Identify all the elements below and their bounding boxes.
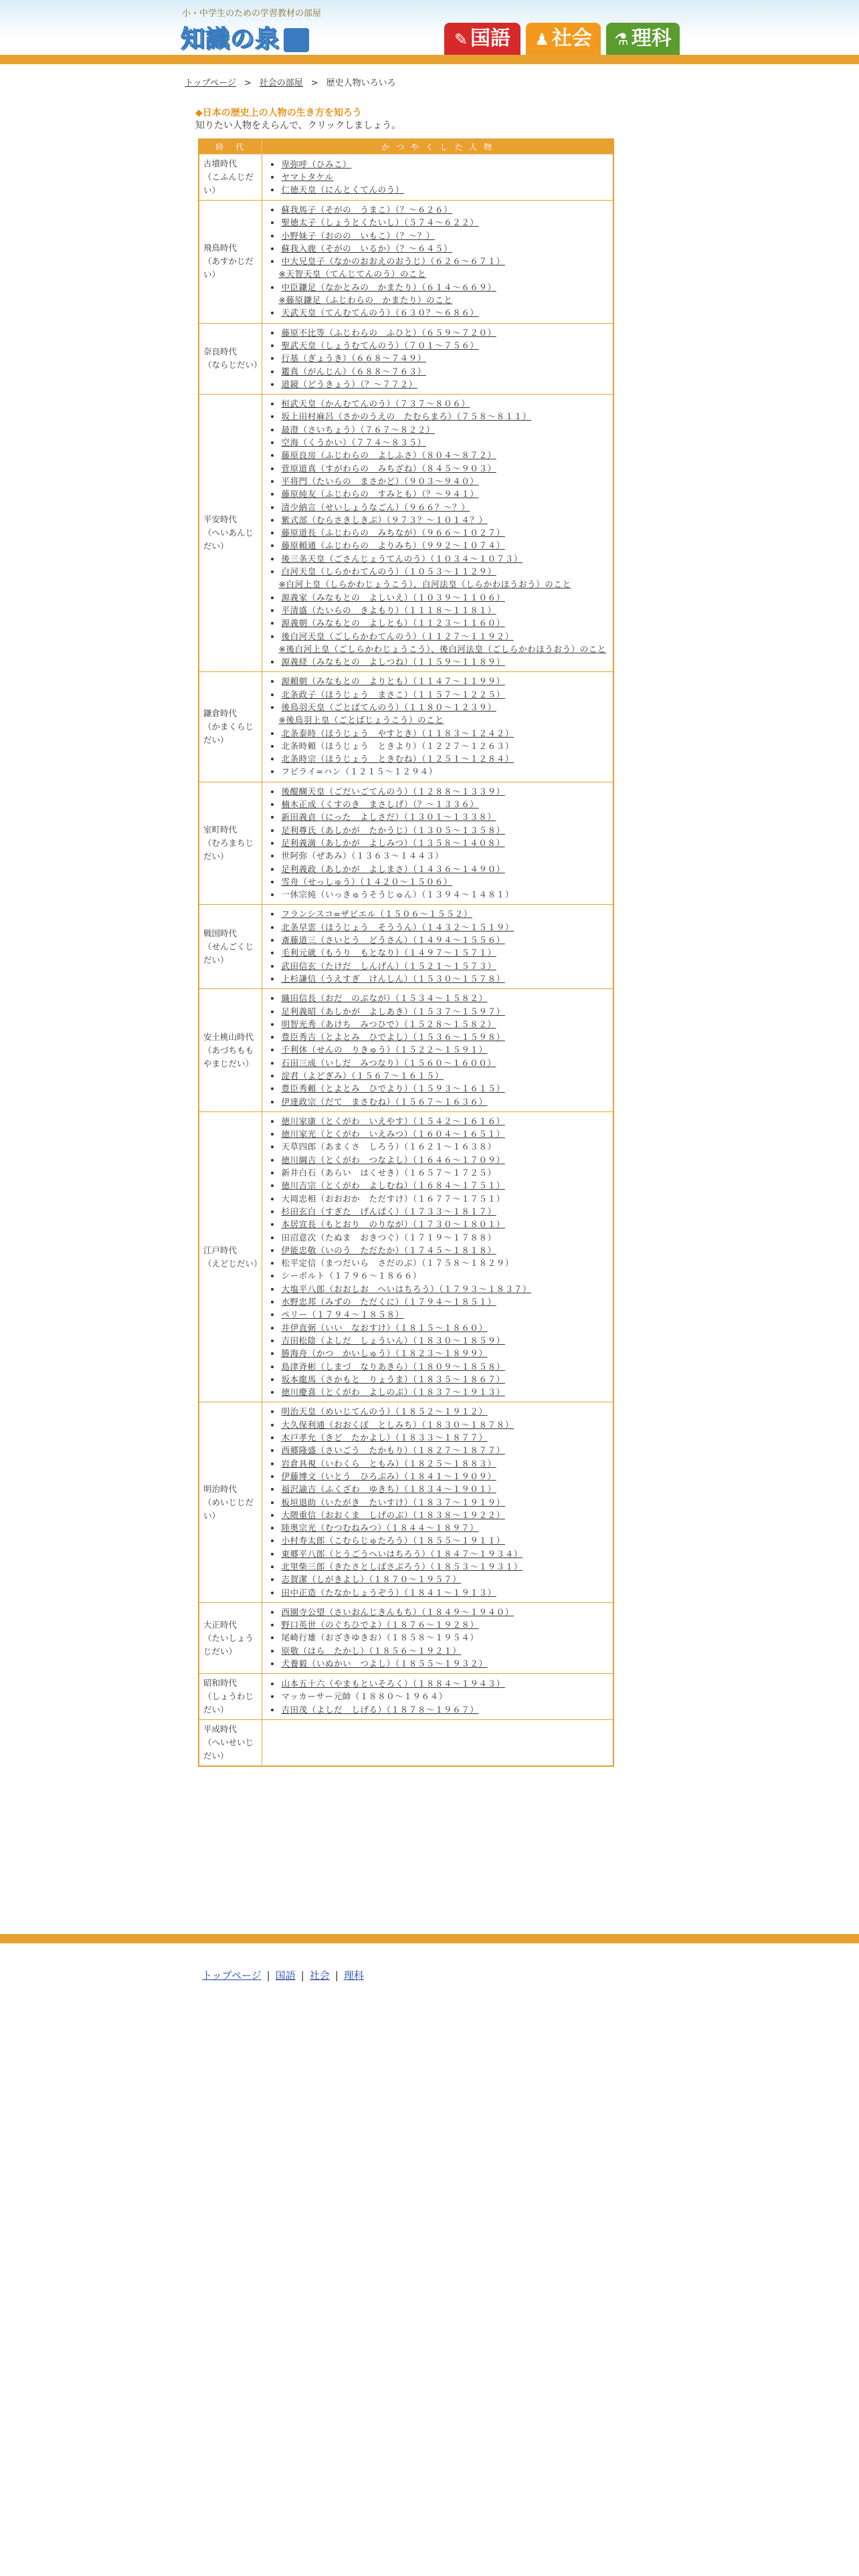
person-link[interactable]: • 紫式部（むらさきしきぶ）（９７３？〜１０１４？） bbox=[281, 514, 606, 526]
people-list bbox=[272, 785, 606, 901]
era-name: 古墳時代 bbox=[203, 158, 237, 169]
person-link[interactable]: • 後三条天皇（ごさんじょうてんのう）（１０３４〜１０７３） bbox=[281, 552, 606, 565]
era-name: 鎌倉時代 bbox=[203, 708, 237, 719]
tab-rika-label: 理科 bbox=[631, 27, 672, 50]
person-link[interactable]: • 源義経（みなもとの よしつね）（１１５９〜１１８９） bbox=[281, 655, 606, 668]
person-link[interactable]: • 鑑真（がんじん）（６８８〜７６３） bbox=[281, 365, 606, 378]
tab-kokugo[interactable] bbox=[444, 23, 520, 55]
people-cell bbox=[262, 1111, 613, 1402]
person-link[interactable]: • 島津斉彬（しまづ なりあきら）（１８０９〜１８５８） bbox=[281, 1360, 606, 1373]
person-link[interactable]: • 坂上田村麻呂（さかのうえの たむらまろ）（７５８〜８１１） bbox=[281, 410, 606, 423]
pencil-icon: ✎ bbox=[454, 30, 468, 49]
era-reading: （かまくらじだい） bbox=[203, 722, 254, 746]
era-reading: （あづちももやまじだい） bbox=[203, 1045, 254, 1069]
era-cell bbox=[199, 1674, 262, 1720]
era-cell bbox=[199, 1111, 262, 1402]
person-link[interactable]: • 足利尊氏（あしかが たかうじ）（１３０５〜１３５８） bbox=[281, 824, 606, 837]
person-link[interactable]: • 上杉謙信（うえすぎ けんしん）（１５３０〜１５７８） bbox=[281, 972, 606, 985]
person-link[interactable]: • 石田三成（いしだ みつなり）（１５６０〜１６００） bbox=[281, 1057, 606, 1069]
person-link[interactable]: • 源義朝（みなもとの よしとも）（１１２３〜１１６０） bbox=[281, 617, 606, 629]
person-link[interactable]: • 後鳥羽天皇（ごとばてんのう）（１１８０〜１２３９） bbox=[281, 701, 606, 714]
person-link[interactable]: • 明治天皇（めいじてんのう）（１８５２〜１９１２） bbox=[281, 1405, 606, 1418]
table-row bbox=[199, 1674, 613, 1720]
era-reading: （ならじだい） bbox=[203, 360, 262, 370]
logo-mark-icon bbox=[284, 28, 309, 52]
era-reading: （へいせいじだい） bbox=[203, 1737, 254, 1761]
table-row bbox=[199, 1602, 613, 1673]
person-name: • 大岡忠相（おおおか ただすけ）（１６７７〜１７５１） bbox=[281, 1192, 606, 1205]
person-link[interactable]: • 伊達政宗（だて まさむね）（１５６７〜１６３６） bbox=[281, 1095, 606, 1108]
person-link[interactable]: • 徳川家康（とくがわ いえやす）（１５４２〜１６１６） bbox=[281, 1115, 606, 1128]
person-link[interactable]: • 杉田玄白（すぎた げんぱく）（１７３３〜１８１７） bbox=[281, 1205, 606, 1218]
site-tagline: 小・中学生のための学習教材の部屋 bbox=[182, 9, 322, 19]
footer-separator: | bbox=[266, 1969, 270, 1981]
person-link[interactable]: • ヤマトタケル bbox=[281, 171, 606, 183]
era-name: 江戸時代 bbox=[203, 1245, 237, 1255]
person-link[interactable]: • 淀君（よどぎみ）（１５６７〜１６１５） bbox=[281, 1069, 606, 1082]
person-link[interactable]: • 千利休（せんの りきゅう）（１５２２〜１５９１） bbox=[281, 1043, 606, 1056]
people-cell bbox=[262, 201, 613, 324]
person-link[interactable]: • 道鏡（どうきょう）（？〜７７２） bbox=[281, 378, 606, 391]
tab-rika[interactable] bbox=[606, 23, 680, 55]
footer-separator: | bbox=[335, 1969, 339, 1981]
site-logo[interactable] bbox=[181, 20, 309, 54]
person-note[interactable]: ※藤原鎌足（ふじわらの かまたり）のこと bbox=[278, 295, 453, 306]
person-link[interactable]: • 空海（くうかい）（７７４〜８３５） bbox=[281, 436, 606, 449]
person-link[interactable]: • 西園寺公望（さいおんじきんもち）（１８４９〜１９４０） bbox=[281, 1606, 606, 1618]
person-name: • 北条時頼（ほうじょう ときより）（１２２７〜１２６３） bbox=[281, 740, 606, 752]
breadcrumb-separator: > bbox=[244, 78, 252, 88]
person-name: • 新井白石（あらい はくせき）（１６５７〜１７２５） bbox=[281, 1166, 606, 1179]
person-link[interactable]: • 行基（ぎょうき）（６６８〜７４９） bbox=[281, 352, 606, 364]
person-link[interactable]: • 後醍醐天皇（ごだいごてんのう）（１２８８〜１３３９） bbox=[281, 785, 606, 798]
person-name: • 松平定信（まつだいら さだのぶ）（１７５８〜１８２９） bbox=[281, 1257, 606, 1269]
person-link[interactable]: • 陸奥宗光（むつむねみつ）（１８４４〜１８９７） bbox=[281, 1521, 606, 1534]
person-link[interactable]: • 織田信長（おだ のぶなが）（１５３４〜１５８２） bbox=[281, 992, 606, 1004]
person-link[interactable]: • 源頼朝（みなもとの よりとも）（１１４７〜１１９９） bbox=[281, 675, 606, 687]
person-link[interactable]: • 清少納言（せいしょうなごん）（９６６？〜？） bbox=[281, 501, 606, 514]
person-link[interactable]: • 斎藤道三（さいとう どうさん）（１４９４〜１５５６） bbox=[281, 934, 606, 946]
era-cell bbox=[199, 1402, 262, 1602]
table-row bbox=[199, 201, 613, 324]
person-link[interactable]: • 坂本龍馬（さかもと りょうま）（１８３５〜１８６７） bbox=[281, 1373, 606, 1386]
breadcrumb-current: 歴史人物いろいろ bbox=[326, 78, 396, 88]
person-link[interactable]: • フランシスコ=ザビエル（１５０６〜１５５２） bbox=[281, 907, 606, 920]
person-link[interactable]: • 聖徳太子（しょうとくたいし）（５７４〜６２２） bbox=[281, 216, 606, 229]
person-link[interactable]: • 岩倉具視（いわくら ともみ）（１８２５〜１８８３） bbox=[281, 1457, 606, 1470]
person-note[interactable]: ※白河上皇（しらかわじょうこう）、白河法皇（しらかわほうおう）のこと bbox=[278, 579, 571, 590]
table-body bbox=[199, 154, 613, 1767]
footer-divider-bar bbox=[0, 1934, 859, 1943]
person-link[interactable]: • 水野忠邦（みずの ただくに）（１７９４〜１８５１） bbox=[281, 1295, 606, 1308]
people-cell bbox=[262, 323, 613, 394]
person-link[interactable]: • 北里柴三郎（きたさとしばさぶろう）（１８５３〜１９３１） bbox=[281, 1560, 606, 1573]
footer-link-shakai[interactable]: 社会 bbox=[309, 1969, 330, 1981]
person-link[interactable]: • 桓武天皇（かんむてんのう）（７３７〜８０６） bbox=[281, 397, 606, 410]
era-cell bbox=[199, 323, 262, 394]
person-link[interactable]: • 吉田松陰（よしだ しょういん）（１８３０〜１８５９） bbox=[281, 1334, 606, 1347]
era-name: 明治時代 bbox=[203, 1483, 237, 1494]
era-reading: （むろまちじだい） bbox=[203, 838, 254, 862]
footer-separator: | bbox=[300, 1969, 304, 1981]
person-name: • 天草四郎（あまくさ しろう）（１６２１〜１６３８） bbox=[281, 1140, 606, 1153]
person-link[interactable]: • 明智光秀（あけち みつひで）（１５２８〜１５８２） bbox=[281, 1018, 606, 1031]
people-cell bbox=[262, 989, 613, 1112]
people-list bbox=[272, 203, 606, 320]
people-cell bbox=[262, 1720, 613, 1767]
person-link[interactable]: • 伊藤博文（いとう ひろぶみ）（１８４１〜１９０９） bbox=[281, 1470, 606, 1483]
site-header bbox=[0, 0, 859, 55]
person-link[interactable]: • 藤原不比等（ふじわらの ふひと）（６５９〜７２０） bbox=[281, 326, 606, 339]
era-name: 平成時代 bbox=[203, 1724, 237, 1735]
era-cell bbox=[199, 782, 262, 905]
person-link[interactable]: • 勝海舟（かつ かいしゅう）（１８２３〜１８９９） bbox=[281, 1347, 606, 1360]
people-cell bbox=[262, 782, 613, 905]
people-list bbox=[272, 397, 606, 668]
tab-shakai-label: 社会 bbox=[551, 27, 592, 50]
era-reading: （たいしょうじだい） bbox=[203, 1632, 254, 1656]
person-link[interactable]: • 蘇我入鹿（そがの いるか）（？〜６４５） bbox=[281, 242, 606, 255]
era-name: 奈良時代 bbox=[203, 346, 237, 357]
people-list bbox=[272, 1606, 606, 1670]
people-cell bbox=[262, 672, 613, 782]
era-name: 大正時代 bbox=[203, 1619, 237, 1630]
era-name: 昭和時代 bbox=[203, 1678, 237, 1689]
person-link[interactable]: • 源義家（みなもとの よしいえ）（１０３９〜１１０６） bbox=[281, 591, 606, 604]
era-cell bbox=[199, 1720, 262, 1767]
person-name: • マッカーサー元帥（１８８０〜１９６４） bbox=[281, 1690, 606, 1703]
people-table bbox=[198, 138, 614, 1767]
person-link[interactable]: • 伊能忠敬（いのう ただたか）（１７４５〜１８１８） bbox=[281, 1244, 606, 1257]
person-link[interactable]: • 武田信玄（たけだ しんげん）（１５２１〜１５７３） bbox=[281, 960, 606, 972]
person-link[interactable]: • 大塩平八郎（おおしお へいはちろう）（１７９３〜１８３７） bbox=[281, 1283, 606, 1295]
person-link[interactable]: • 菅原道真（すがわらの みちざね）（８４５〜９０３） bbox=[281, 462, 606, 475]
people-column-header: か つ や く し た 人 物 bbox=[262, 139, 613, 154]
person-link[interactable]: • 雪舟（せっしゅう）（１４２０〜１５０６） bbox=[281, 875, 606, 888]
table-header-row bbox=[199, 139, 613, 154]
table-row bbox=[199, 154, 613, 201]
person-link[interactable]: • 野口英世（のぐちひでよ）（１８７６〜１９２８） bbox=[281, 1618, 606, 1631]
person-link[interactable]: • 北条泰時（ほうじょう やすとき）（１１８３〜１２４２） bbox=[281, 727, 606, 740]
person-link[interactable]: • 板垣退助（いたがき たいすけ）（１８３７〜１９１９） bbox=[281, 1496, 606, 1509]
era-cell bbox=[199, 672, 262, 782]
person-note[interactable]: ※後鳥羽上皇（ごとばじょうこう）のこと bbox=[278, 715, 444, 726]
person-link[interactable]: • 卑弥呼（ひみこ） bbox=[281, 158, 606, 171]
person-name: • 田沼意次（たぬま おきつぐ）（１７１９〜１７８８） bbox=[281, 1231, 606, 1244]
person-link[interactable]: • 藤原頼通（ふじわらの よりみち）（９９２〜１０７４） bbox=[281, 539, 606, 552]
person-link[interactable]: • 足利義満（あしかが よしみつ）（１３５８〜１４０８） bbox=[281, 837, 606, 849]
person-name: • フビライ=ハン（１２１５〜１２９４） bbox=[281, 765, 606, 778]
people-cell bbox=[262, 1402, 613, 1602]
table-row bbox=[199, 672, 613, 782]
person-link[interactable]: • 楠木正成（くすのき まさしげ）（？〜１３３６） bbox=[281, 798, 606, 811]
person-link[interactable]: • 東郷平八郎（とうごうへいはちろう）（１８４７〜１９３４） bbox=[281, 1547, 606, 1560]
breadcrumb bbox=[185, 76, 396, 88]
person-link[interactable]: • 平清盛（たいらの きよもり）（１１１８〜１１８１） bbox=[281, 604, 606, 617]
person-name: • 世阿弥（ぜあみ）（１３６３〜１４４３） bbox=[281, 849, 606, 862]
person-link[interactable]: • 最澄（さいちょう）（７６７〜８２２） bbox=[281, 423, 606, 436]
footer-link-top[interactable]: トップページ bbox=[202, 1969, 262, 1981]
era-cell bbox=[199, 905, 262, 989]
person-link[interactable]: • 足利義昭（あしかが よしあき）（１５３７〜１５９７） bbox=[281, 1005, 606, 1018]
person-link[interactable]: • 徳川家光（とくがわ いえみつ）（１６０４〜１６５１） bbox=[281, 1128, 606, 1140]
people-list bbox=[272, 907, 606, 985]
era-cell bbox=[199, 154, 262, 201]
person-link[interactable]: • 大隈重信（おおくま しげのぶ）（１８３８〜１９２２） bbox=[281, 1509, 606, 1521]
person-name: • シーボルト（１７９６〜１８６６） bbox=[281, 1269, 606, 1282]
era-column-header: 時 代 bbox=[199, 139, 262, 154]
person-link[interactable]: • 徳川慶喜（とくがわ よしのぶ）（１８３７〜１９１３） bbox=[281, 1386, 606, 1398]
person-link[interactable]: • 木戸孝允（きど たかよし）（１８３３〜１８７７） bbox=[281, 1431, 606, 1444]
person-link[interactable]: • 北条時宗（ほうじょう ときむね）（１２５１〜１２８４） bbox=[281, 752, 606, 765]
breadcrumb-top-link[interactable]: トップページ bbox=[185, 78, 236, 88]
era-reading: （しょうわじだい） bbox=[203, 1691, 254, 1715]
person-link[interactable]: • 藤原良房（ふじわらの よしふさ）（８０４〜８７２） bbox=[281, 449, 606, 461]
person-note[interactable]: ※後白河上皇（ごしらかわじょうこう）、後白河法皇（ごしらかわほうおう）のこと bbox=[278, 643, 606, 654]
era-reading: （へいあんじだい） bbox=[203, 528, 254, 552]
person-link[interactable]: • 犬養毅（いぬかい つよし）（１８５５〜１９３２） bbox=[281, 1657, 606, 1670]
header-divider-bar bbox=[0, 55, 859, 64]
person-link[interactable]: • 蘇我馬子（そがの うまこ）（？〜６２６） bbox=[281, 203, 606, 216]
person-link[interactable]: • 藤原純友（ふじわらの すみとも）（？〜９４１） bbox=[281, 488, 606, 500]
person-link[interactable]: • ペリー（１７９４〜１８５８） bbox=[281, 1308, 606, 1321]
table-row bbox=[199, 782, 613, 905]
people-list bbox=[272, 675, 606, 778]
people-cell bbox=[262, 395, 613, 672]
era-name: 安土桃山時代 bbox=[203, 1031, 254, 1042]
era-cell bbox=[199, 395, 262, 672]
person-link[interactable]: • 田中正造（たなかしょうぞう）（１８４１〜１９１３） bbox=[281, 1586, 606, 1599]
table-row bbox=[199, 905, 613, 989]
era-name: 飛鳥時代 bbox=[203, 243, 237, 253]
table-row bbox=[199, 1111, 613, 1402]
person-link[interactable]: • 山本五十六（やまもといそろく）（１８８４〜１９４３） bbox=[281, 1677, 606, 1690]
person-name: • 一休宗純（いっきゅうそうじゅん）（１３９４〜１４８１） bbox=[281, 888, 606, 901]
people-cell bbox=[262, 154, 613, 201]
breadcrumb-shakai-link[interactable]: 社会の部屋 bbox=[259, 78, 303, 88]
breadcrumb-separator: > bbox=[310, 78, 318, 88]
microscope-icon: ⚗ bbox=[614, 30, 629, 49]
era-reading: （こふんじだい） bbox=[203, 172, 254, 195]
people-list bbox=[272, 1405, 606, 1598]
person-link[interactable]: • 毛利元就（もうり もとなり）（１４９７〜１５７１） bbox=[281, 946, 606, 959]
person-link[interactable]: • 白河天皇（しらかわてんのう）（１０５３〜１１２９） bbox=[281, 565, 606, 578]
person-link[interactable]: • 原敬（はら たかし）（１８５６〜１９２１） bbox=[281, 1644, 606, 1657]
people-list bbox=[272, 992, 606, 1108]
people-cell bbox=[262, 905, 613, 989]
people-cell bbox=[262, 1602, 613, 1673]
person-link[interactable]: • 本居宣長（もとおり のりなが）（１７３０〜１８０１） bbox=[281, 1218, 606, 1230]
person-link[interactable]: • 後白河天皇（ごしらかわてんのう）（１１２７〜１１９２） bbox=[281, 630, 606, 643]
person-link[interactable]: • 豊臣秀吉（とよとみ ひでよし）（１５３６〜１５９８） bbox=[281, 1031, 606, 1043]
era-reading: （あすかじだい） bbox=[203, 256, 254, 280]
era-reading: （えどじだい） bbox=[203, 1258, 262, 1269]
people-list bbox=[272, 158, 606, 197]
person-link[interactable]: • 小村寿太郎（こむらじゅたろう）（１８５５〜１９１１） bbox=[281, 1534, 606, 1547]
tab-shakai[interactable] bbox=[526, 23, 601, 55]
person-link[interactable]: • 志賀潔（しがきよし）（１８７０〜１９５７） bbox=[281, 1573, 606, 1586]
person-link[interactable]: • 吉田茂（よしだ しげる）（１８７８〜１９６７） bbox=[281, 1703, 606, 1716]
person-link[interactable]: • 北条政子（ほうじょう まさこ）（１１５７〜１２２５） bbox=[281, 688, 606, 701]
tab-kokugo-label: 国語 bbox=[470, 27, 511, 50]
person-link[interactable]: • 大久保利通（おおくぼ としみち）（１８３０〜１８７８） bbox=[281, 1418, 606, 1431]
page-heading: ◆日本の歴史上の人物の生き方を知ろう bbox=[195, 108, 362, 118]
people-list bbox=[272, 326, 606, 391]
person-link[interactable]: • 平将門（たいらの まさかど）（９０３〜９４０） bbox=[281, 475, 606, 488]
footer-link-kokugo[interactable]: 国語 bbox=[275, 1969, 296, 1981]
person-link[interactable]: • 藤原道長（ふじわらの みちなが）（９６６〜１０２７） bbox=[281, 526, 606, 539]
person-link[interactable]: • 天武天皇（てんむてんのう）（６３０？〜６８６） bbox=[281, 306, 606, 319]
person-note[interactable]: ※天智天皇（てんじてんのう）のこと bbox=[278, 269, 427, 280]
table-row bbox=[199, 1402, 613, 1602]
person-link[interactable]: • 足利義政（あしかが よしまさ）（１４３６〜１４９０） bbox=[281, 863, 606, 875]
table-row bbox=[199, 323, 613, 394]
person-link[interactable]: • 仁徳天皇（にんとくてんのう） bbox=[281, 183, 606, 196]
era-cell bbox=[199, 1602, 262, 1673]
person-link[interactable]: • 小野妹子（おのの いもこ）（？〜？） bbox=[281, 229, 606, 242]
person-link[interactable]: • 新田義貞（にった よしさだ）（１３０１〜１３３８） bbox=[281, 811, 606, 823]
person-icon: ♟ bbox=[535, 30, 549, 49]
table-row bbox=[199, 989, 613, 1112]
table-row bbox=[199, 395, 613, 672]
people-list bbox=[272, 1115, 606, 1399]
era-reading: （めいじじだい） bbox=[203, 1497, 254, 1521]
era-name: 室町時代 bbox=[203, 825, 237, 835]
era-cell bbox=[199, 989, 262, 1112]
page-intro: 知りたい人物をえらんで、クリックしましょう。 bbox=[195, 120, 401, 131]
table-row bbox=[199, 1720, 613, 1767]
person-link[interactable]: • 徳川吉宗（とくがわ よしむね）（１６８４〜１７５１） bbox=[281, 1179, 606, 1192]
era-reading: （せんごくじだい） bbox=[203, 941, 254, 965]
person-link[interactable]: • 徳川綱吉（とくがわ つなよし）（１６４６〜１７０９） bbox=[281, 1154, 606, 1166]
person-link[interactable]: • 中臣鎌足（なかとみの かまたり）（６１４〜６６９） bbox=[281, 281, 606, 294]
person-link[interactable]: • 中大兄皇子（なかのおおえのおうじ）（６２６〜６７１） bbox=[281, 255, 606, 267]
person-link[interactable]: • 西郷隆盛（さいごう たかもり）（１８２７〜１８７７） bbox=[281, 1444, 606, 1457]
person-link[interactable]: • 井伊直弼（いい なおすけ）（１８１５〜１８６０） bbox=[281, 1321, 606, 1334]
era-cell bbox=[199, 201, 262, 324]
footer-link-rika[interactable]: 理科 bbox=[343, 1969, 364, 1981]
era-name: 平安時代 bbox=[203, 514, 237, 525]
person-name: • 尾崎行雄（おざきゆきお）（１８５８〜１９５４） bbox=[281, 1631, 606, 1644]
people-cell bbox=[262, 1674, 613, 1720]
people-list bbox=[272, 1677, 606, 1716]
person-link[interactable]: • 豊臣秀頼（とよとみ ひでより）（１５９３〜１６１５） bbox=[281, 1082, 606, 1095]
person-link[interactable]: • 福沢諭吉（ふくざわ ゆきち）（１８３４〜１９０１） bbox=[281, 1483, 606, 1495]
era-name: 戦国時代 bbox=[203, 928, 237, 938]
site-logo-text: 知識の泉 bbox=[181, 25, 280, 53]
person-link[interactable]: • 北条早雲（ほうじょう そううん）（１４３２〜１５１９） bbox=[281, 921, 606, 934]
footer-nav bbox=[202, 1968, 364, 1982]
person-link[interactable]: • 聖武天皇（しょうむてんのう）（７０１〜７５６） bbox=[281, 339, 606, 352]
